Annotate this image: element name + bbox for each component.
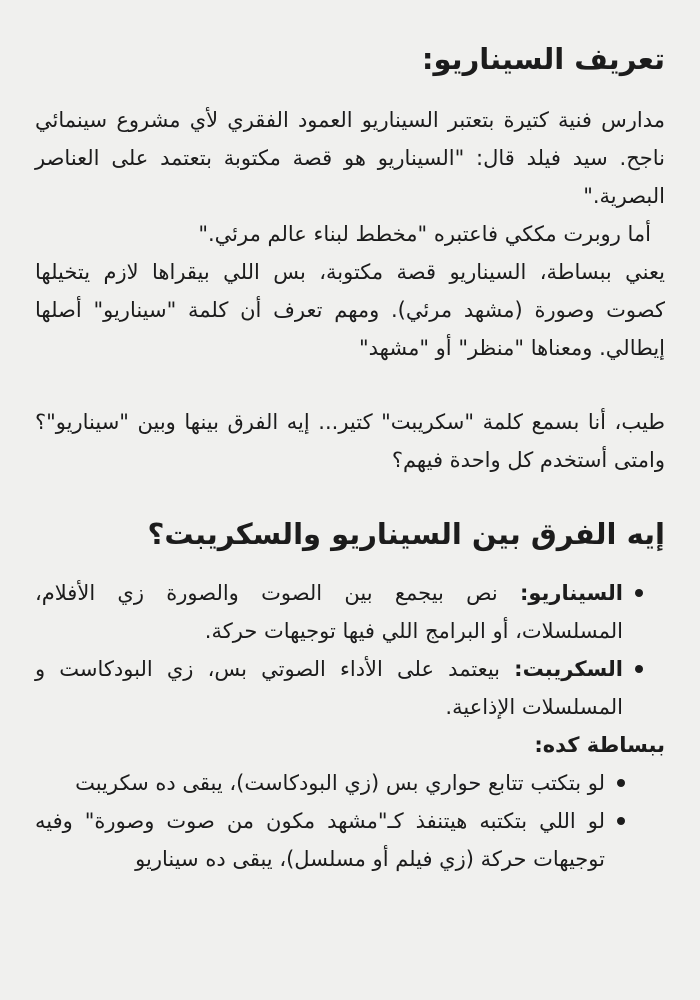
list-item-text — [35, 650, 623, 726]
definition-paragraph-2: أما روبرت مككي فاعتبره "مخطط لبناء عالم مرئي." — [198, 221, 651, 246]
bullet-icon — [617, 779, 625, 787]
script-case-text: لو بتكتب تتابع حواري بس (زي البودكاست)، يبقى ده سكريبت — [75, 770, 605, 795]
definition-section-heading: تعريف السيناريو: — [421, 42, 665, 76]
list-item-scenario — [35, 574, 643, 650]
script-term: السكريبت: — [514, 656, 623, 681]
scenario-case-text: لو اللي بتكتبه هيتنفذ كـ"مشهد مكون من صوت وصورة" وفيه توجيهات حركة (زي فيلم أو مسلسل)، يبقى ده سيناريو — [35, 808, 605, 871]
difference-section-heading: إيه الفرق بين السيناريو والسكريبت؟ — [147, 516, 665, 551]
question-paragraph: طيب، أنا بسمع كلمة "سكريبت" كتير... إيه الفرق بينها وبين "سيناريو"؟ وامتى أستخدم كل واحدة فيهم؟ — [35, 409, 665, 472]
list-item-script — [35, 650, 643, 726]
script-description: بيعتمد على الأداء الصوتي بس، زي البودكاست و المسلسلات الإذاعية. — [35, 656, 623, 719]
bullet-icon — [635, 665, 643, 673]
definition-paragraph-3: يعني ببساطة، السيناريو قصة مكتوبة، بس اللي بيقراها لازم يتخيلها كصوت وصورة (مشهد مرئي). ومهم تعرف أن كلمة "سيناريو" أصلها إيطالي. ومعناها "منظر" أو "مشهد" — [35, 259, 665, 360]
scenario-description: نص بيجمع بين الصوت والصورة زي الأفلام، المسلسلات، أو البرامج اللي فيها توجيهات حركة. — [35, 580, 623, 643]
simple-bullet-list — [35, 764, 665, 878]
list-item-text — [35, 574, 623, 650]
bullet-icon — [617, 817, 625, 825]
list-item-scenario-case — [35, 802, 625, 878]
list-item-script-case — [35, 764, 625, 802]
definition-paragraph-1: مدارس فنية كتيرة بتعتبر السيناريو العمود الفقري لأي مشروع سينمائي ناجح. سيد فيلد قال: "السيناريو هو قصة مكتوبة بتعتمد على العناصر البصرية." — [35, 107, 665, 208]
simplify-label: ببساطة كده: — [534, 732, 665, 757]
scenario-term: السيناريو: — [519, 580, 623, 605]
bullet-icon — [635, 589, 643, 597]
definition-bullet-list — [35, 574, 665, 726]
